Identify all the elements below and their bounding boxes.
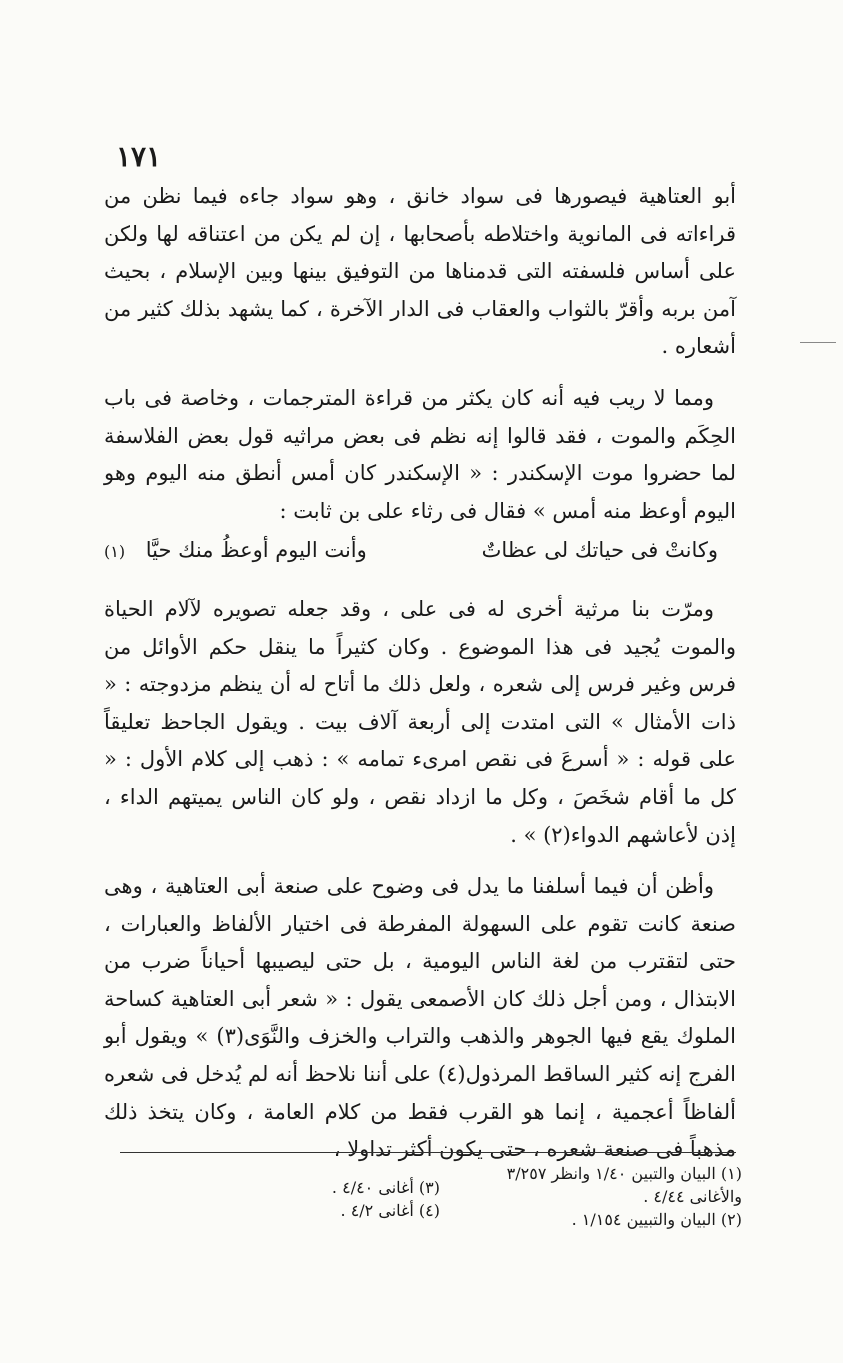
paragraph-1: أبو العتاهية فيصورها فى سواد خانق ، وهو سواد جاءه فيما نظن من قراءاته فى المانوية واختلاطه بأصحابها ، إن لم يكن من اعتناقه لها ولكن على أساس فلسفته التى قدمناها من التوفيق بينها وبين الإسلام ، بحيث آمن بربه وأقرّ بالثواب والعقاب فى الدار الآخرة ، كما يشهد بذلك كثير من أشعاره .: [104, 184, 736, 359]
margin-mark: [800, 342, 836, 343]
poetry-verse: [104, 532, 736, 571]
footnote-2: (٢) البيان والتبيين ١/١٥٤ .: [571, 1210, 742, 1229]
verse-second-hemistich: وأنت اليوم أوعظُ منك حيَّا: [145, 538, 367, 563]
footnote-3: (٣) أغانى ٤/٤٠ .: [331, 1178, 440, 1197]
body-text: [104, 178, 736, 1169]
paragraph-gap: [104, 366, 736, 380]
paragraph-gap: [104, 577, 736, 591]
paragraph-4: وأظن أن فيما أسلفنا ما يدل فى وضوح على صنعة أبى العتاهية ، وهى صنعة كانت تقوم على السهولة المفرطة فى اختيار الألفاظ والعبارات ، حتى لتقترب من لغة الناس اليومية ، بل حتى ليصيبها أحياناً ضرب من الابتذال ، ومن أجل ذلك كان الأصمعى يقول : « شعر أبى العتاهية كساحة الملوك يقع فيها الجوهر والذهب والتراب والخزف والنَّوَى(٣) » ويقول أبو الفرج إنه كثير الساقط المرذول(٤) على أننا نلاحظ أنه لم يُدخل فى شعره ألفاظاً أعجمية ، إنما هو القرب فقط من كلام العامة ، وكان يتخذ ذلك مذهباً فى صنعة شعره ، حتى يكون أكثر تداولا ،: [104, 874, 736, 1162]
verse-second-hemistich-group: [104, 532, 367, 571]
footnote-1: (١) البيان والتبين ١/٤٠ وانظر ٣/٢٥٧: [506, 1164, 742, 1183]
footnotes-right-column: [452, 1162, 742, 1231]
footnote-rule: [120, 1152, 736, 1153]
page-number: ١٧١: [116, 140, 162, 173]
footnote-4: (٤) أغانى ٤/٢ .: [340, 1201, 440, 1220]
paragraph-gap: [104, 854, 736, 868]
paragraph-3: ومرّت بنا مرثية أخرى له فى على ، وقد جعله تصويره لآلام الحياة والموت يُجيد فى هذا الموضوع . وكان كثيراً ما ينقل حكم الأوائل من فرس وغير فرس إلى شعره ، ولعل ذلك ما أتاح له أن ينظم مزدوجته : « ذات الأمثال » التى امتدت إلى أربعة آلاف بيت . ويقول الجاحظ تعليقاً على قوله : « أسرعَ فى نقص امرىء تمامه » : ذهب إلى كلام الأول : « كل ما أقام شخَصَ ، وكل ما ازداد نقص ، ولو كان الناس يميتهم الداء ، إذن لأعاشهم الدواء(٢) » .: [104, 596, 736, 847]
verse-footnote-marker: (١): [104, 542, 126, 562]
footnote-1-continuation: والأغانى ٤/٤٤ .: [643, 1187, 742, 1206]
verse-first-hemistich: وكانتْ فى حياتك لى عظاتٌ: [481, 538, 718, 563]
footnotes-left-column: [280, 1176, 440, 1222]
paragraph-2: ومما لا ريب فيه أنه كان يكثر من قراءة المترجمات ، وخاصة فى باب الحِكَم والموت ، فقد قالوا إنه نظم فى بعض مراثيه قول بعض الفلاسفة لما حضروا موت الإسكندر : « الإسكندر كان أمس أنطق منه اليوم وهو اليوم أوعظ منه أمس » فقال فى رثاء على بن ثابت :: [104, 385, 736, 523]
